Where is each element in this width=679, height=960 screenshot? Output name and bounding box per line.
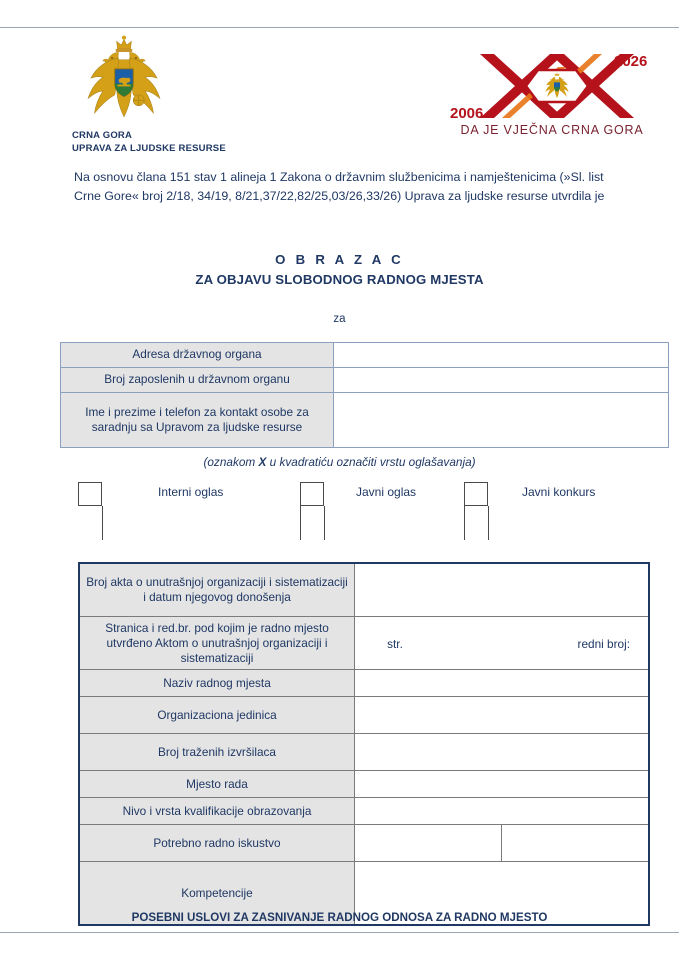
montenegro-coat-of-arms-icon bbox=[78, 34, 170, 126]
table-row bbox=[79, 563, 649, 617]
option-label-interni-oglas: Interni oglas bbox=[158, 485, 224, 499]
coat-of-arms-block bbox=[72, 34, 322, 155]
row-label-naziv-radnog-mjesta: Naziv radnog mjesta bbox=[79, 670, 355, 697]
row-value-naziv-radnog-mjesta[interactable] bbox=[355, 670, 650, 697]
instruction-suffix: u kvadratiću označiti vrstu oglašavanja) bbox=[266, 455, 476, 469]
checkbox-stem-line-left bbox=[464, 506, 465, 540]
checkbox-javni-oglas[interactable] bbox=[300, 482, 324, 506]
za-label: za bbox=[333, 313, 346, 325]
checkbox-stem-line-right bbox=[488, 506, 489, 540]
anniversary-year-start: 2006 bbox=[450, 105, 484, 122]
page-bottom-rule bbox=[0, 932, 679, 933]
row-label-adresa-drzavnog-organa: Adresa državnog organa bbox=[61, 343, 334, 368]
row-value-mjesto-rada[interactable] bbox=[355, 771, 650, 798]
table-row bbox=[61, 393, 669, 448]
special-conditions-heading: POSEBNI USLOVI ZA ZASNIVANJE RADNOG ODNOSA ZA RADNO MJESTO bbox=[131, 911, 548, 924]
institution-name bbox=[72, 130, 322, 155]
row-label-stranica-redbr: Stranica i red.br. pod kojim je radno mjesto utvrđeno Aktom o unutrašnjoj organizaciji i sistematizaciji bbox=[79, 617, 355, 670]
value-str-label: str. bbox=[387, 636, 403, 651]
anniversary-year-end: 2026 bbox=[614, 53, 648, 70]
document-header bbox=[0, 34, 679, 154]
row-label-kontakt-osoba: Ime i prezime i telefon za kontakt osobe za saradnju sa Upravom za ljudske resurse bbox=[61, 393, 334, 448]
instruction-mark: X bbox=[258, 455, 267, 469]
table-row bbox=[79, 670, 649, 697]
table-row bbox=[79, 697, 649, 734]
table-row bbox=[79, 771, 649, 798]
row-value-nivo-kvalifikacije[interactable] bbox=[355, 798, 650, 825]
table-row bbox=[79, 798, 649, 825]
row-label-mjesto-rada: Mjesto rada bbox=[79, 771, 355, 798]
row-value-broj-akta[interactable] bbox=[355, 563, 650, 617]
value-redni-broj-label: redni broj: bbox=[577, 636, 630, 651]
organ-info-table bbox=[60, 342, 669, 448]
checkbox-interni-oglas[interactable] bbox=[78, 482, 102, 506]
institution-line-2: UPRAVA ZA LJUDSKE RESURSE bbox=[72, 142, 226, 154]
row-label-potrebno-radno-iskustvo: Potrebno radno iskustvo bbox=[79, 825, 355, 862]
row-value-adresa-drzavnog-organa[interactable] bbox=[334, 343, 669, 368]
advertisement-type-options bbox=[0, 482, 679, 544]
checkbox-javni-konkurs[interactable] bbox=[464, 482, 488, 506]
table-row bbox=[79, 617, 649, 670]
option-label-javni-oglas: Javni oglas bbox=[356, 485, 417, 499]
form-title-line-1: O B R A Z A C bbox=[275, 252, 404, 267]
row-value-stranica-redbr[interactable] bbox=[355, 617, 650, 670]
checkbox-stem-line-left bbox=[300, 506, 301, 540]
row-value-broj-zaposlenih[interactable] bbox=[334, 368, 669, 393]
row-value-kontakt-osoba[interactable] bbox=[334, 393, 669, 448]
anniversary-logo-block bbox=[446, 44, 661, 136]
checkbox-instruction bbox=[0, 455, 679, 469]
anniversary-xx-logo-icon bbox=[446, 44, 658, 136]
row-label-kompetencije: Kompetencije bbox=[79, 862, 355, 926]
row-value-broj-trazenih-izvrsilaca[interactable] bbox=[355, 734, 650, 771]
row-label-broj-zaposlenih: Broj zaposlenih u državnom organu bbox=[61, 368, 334, 393]
legal-basis-paragraph: Na osnovu člana 151 stav 1 alineja 1 Zakona o državnim službenicima i namještenicima (»Sl. list Crne Gore« broj 2/18, 34/19, 8/21,37/22,82/25,03/26,33/26) Uprava za ljudske resurse utvrdila je bbox=[74, 170, 605, 203]
form-title bbox=[0, 250, 679, 290]
checkbox-stem-line bbox=[102, 506, 103, 540]
table-row bbox=[61, 368, 669, 393]
job-position-table bbox=[78, 562, 650, 926]
row-label-nivo-kvalifikacije: Nivo i vrsta kvalifikacije obrazovanja bbox=[79, 798, 355, 825]
option-label-javni-konkurs: Javni konkurs bbox=[522, 485, 596, 499]
row-value-organizaciona-jedinica[interactable] bbox=[355, 697, 650, 734]
table-row bbox=[79, 734, 649, 771]
form-title-line-2: ZA OBJAVU SLOBODNOG RADNOG MJESTA bbox=[195, 272, 484, 287]
table-row bbox=[61, 343, 669, 368]
table-row bbox=[79, 825, 649, 862]
checkbox-stem-line-right bbox=[324, 506, 325, 540]
row-label-organizaciona-jedinica: Organizaciona jedinica bbox=[79, 697, 355, 734]
row-value-potrebno-radno-iskustvo[interactable] bbox=[502, 825, 649, 862]
row-label-broj-akta: Broj akta o unutrašnjoj organizaciji i sistematizaciji i datum njegovog donošenja bbox=[79, 563, 355, 617]
page-top-rule bbox=[0, 27, 679, 28]
institution-line-1: CRNA GORA bbox=[72, 130, 133, 141]
row-label-broj-trazenih-izvrsilaca: Broj traženih izvršilaca bbox=[79, 734, 355, 771]
row-value-potrebno-radno-iskustvo-small[interactable] bbox=[355, 825, 502, 862]
anniversary-slogan: DA JE VJEČNA CRNA GORA bbox=[460, 123, 644, 136]
instruction-prefix: (oznakom bbox=[203, 455, 259, 469]
